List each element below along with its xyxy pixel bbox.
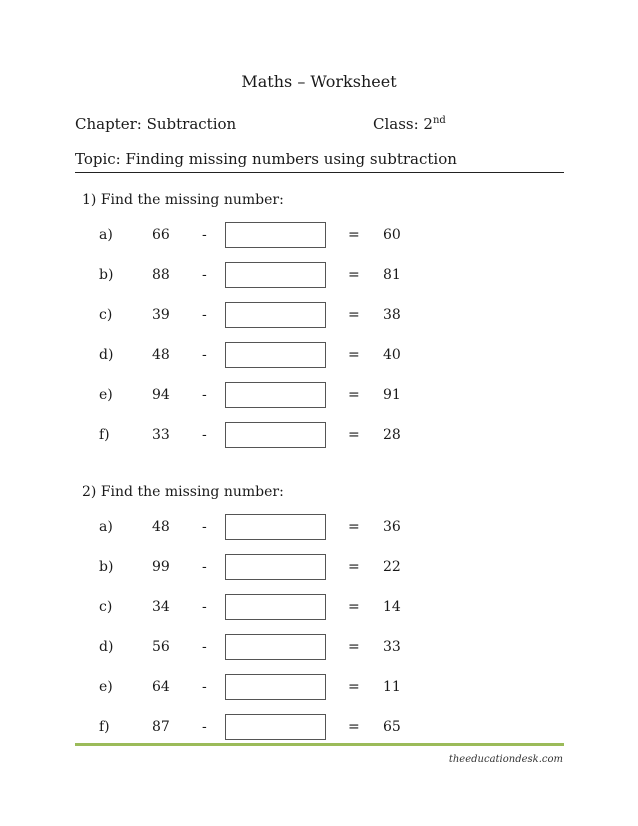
result: 11: [383, 679, 401, 695]
problem-row: [82, 554, 582, 582]
minuend: 87: [152, 719, 170, 735]
equals-sign: =: [348, 387, 360, 403]
result: 36: [383, 519, 401, 535]
result: 28: [383, 427, 401, 443]
footer-divider: [75, 743, 564, 746]
problem-label: b): [99, 559, 114, 575]
minuend: 88: [152, 267, 170, 283]
minus-sign: -: [202, 227, 207, 243]
result: 91: [383, 387, 401, 403]
minuend: 94: [152, 387, 170, 403]
problem-row: [82, 634, 582, 662]
minus-sign: -: [202, 267, 207, 283]
equals-sign: =: [348, 427, 360, 443]
answer-box[interactable]: [225, 514, 326, 540]
answer-box[interactable]: [225, 714, 326, 740]
answer-box[interactable]: [225, 222, 326, 248]
minus-sign: -: [202, 719, 207, 735]
answer-box[interactable]: [225, 382, 326, 408]
equals-sign: =: [348, 519, 360, 535]
minuend: 39: [152, 307, 170, 323]
problem-row: [82, 342, 582, 370]
worksheet-title: Maths – Worksheet: [241, 72, 397, 91]
answer-box[interactable]: [225, 554, 326, 580]
question-heading: 1) Find the missing number:: [82, 192, 284, 208]
chapter-label: Chapter: Subtraction: [75, 115, 237, 133]
problem-row: [82, 222, 582, 250]
minus-sign: -: [202, 307, 207, 323]
problem-row: [82, 674, 582, 702]
answer-box[interactable]: [225, 342, 326, 368]
problem-label: f): [99, 427, 110, 443]
minuend: 34: [152, 599, 170, 615]
problem-label: b): [99, 267, 114, 283]
answer-box[interactable]: [225, 634, 326, 660]
minus-sign: -: [202, 639, 207, 655]
problem-label: f): [99, 719, 110, 735]
equals-sign: =: [348, 599, 360, 615]
minuend: 48: [152, 519, 170, 535]
minuend: 48: [152, 347, 170, 363]
result: 40: [383, 347, 401, 363]
problem-row: [82, 262, 582, 290]
minuend: 99: [152, 559, 170, 575]
problem-label: c): [99, 307, 113, 323]
problem-label: a): [99, 227, 113, 243]
problem-row: [82, 422, 582, 450]
equals-sign: =: [348, 227, 360, 243]
question-heading: 2) Find the missing number:: [82, 484, 284, 500]
class-suffix: nd: [432, 115, 446, 126]
minus-sign: -: [202, 599, 207, 615]
result: 33: [383, 639, 401, 655]
equals-sign: =: [348, 639, 360, 655]
result: 22: [383, 559, 401, 575]
answer-box[interactable]: [225, 674, 326, 700]
problem-row: [82, 302, 582, 330]
header-divider: [75, 172, 564, 173]
topic-label: Topic: Finding missing numbers using subtraction: [75, 150, 457, 168]
answer-box[interactable]: [225, 302, 326, 328]
minuend: 56: [152, 639, 170, 655]
problem-row: [82, 514, 582, 542]
answer-box[interactable]: [225, 594, 326, 620]
result: 14: [383, 599, 401, 615]
result: 38: [383, 307, 401, 323]
equals-sign: =: [348, 719, 360, 735]
problem-row: [82, 382, 582, 410]
minus-sign: -: [202, 559, 207, 575]
problem-label: e): [99, 387, 113, 403]
minus-sign: -: [202, 519, 207, 535]
problem-row: [82, 714, 582, 742]
equals-sign: =: [348, 307, 360, 323]
class-label: [373, 115, 446, 133]
problem-label: c): [99, 599, 113, 615]
minuend: 66: [152, 227, 170, 243]
result: 60: [383, 227, 401, 243]
minus-sign: -: [202, 387, 207, 403]
answer-box[interactable]: [225, 262, 326, 288]
equals-sign: =: [348, 267, 360, 283]
minus-sign: -: [202, 427, 207, 443]
minuend: 64: [152, 679, 170, 695]
answer-box[interactable]: [225, 422, 326, 448]
minuend: 33: [152, 427, 170, 443]
problem-label: e): [99, 679, 113, 695]
result: 65: [383, 719, 401, 735]
problem-label: d): [99, 639, 114, 655]
equals-sign: =: [348, 559, 360, 575]
problem-label: d): [99, 347, 114, 363]
minus-sign: -: [202, 679, 207, 695]
problem-label: a): [99, 519, 113, 535]
result: 81: [383, 267, 401, 283]
problem-row: [82, 594, 582, 622]
equals-sign: =: [348, 679, 360, 695]
footer-credit: theeducationdesk.com: [448, 754, 563, 765]
class-text: Class: 2: [373, 115, 433, 133]
minus-sign: -: [202, 347, 207, 363]
equals-sign: =: [348, 347, 360, 363]
